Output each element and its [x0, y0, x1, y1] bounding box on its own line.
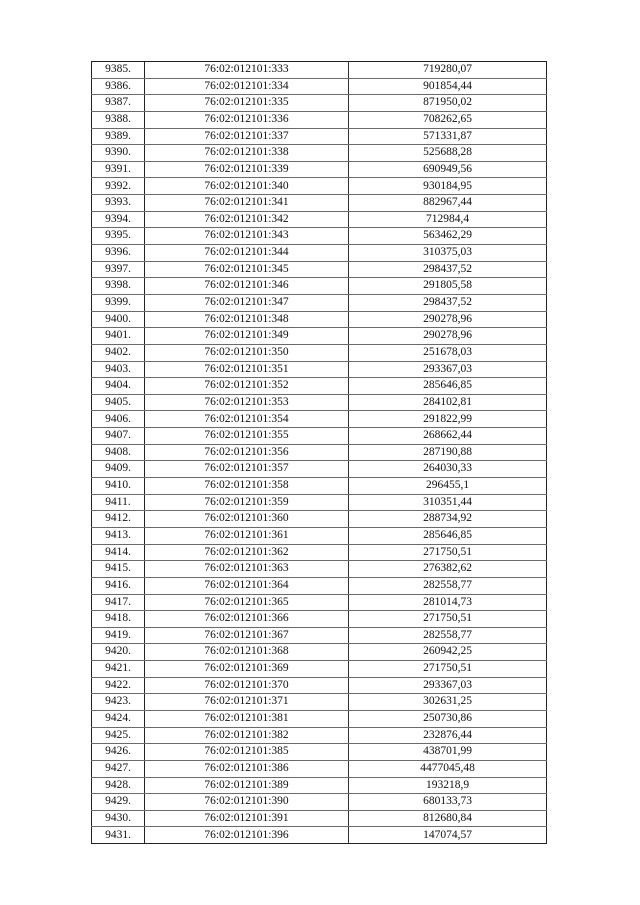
- cadastral-value-cell: 812680,84: [349, 810, 547, 827]
- table-row: [92, 627, 547, 644]
- row-number-cell: 9420.: [92, 644, 145, 661]
- cadastral-value-cell: 193218,9: [349, 777, 547, 794]
- row-number-cell: 9391.: [92, 161, 145, 178]
- cadastral-value-cell: 708262,65: [349, 111, 547, 128]
- cadastral-value-cell: 293367,03: [349, 361, 547, 378]
- cadastral-number-cell: 76:02:012101:368: [145, 644, 349, 661]
- row-number-cell: 9405.: [92, 394, 145, 411]
- table-row: [92, 328, 547, 345]
- table-row: [92, 411, 547, 428]
- cadastral-number-cell: 76:02:012101:337: [145, 128, 349, 145]
- row-number-cell: 9431.: [92, 827, 145, 844]
- table-row: [92, 344, 547, 361]
- cadastral-value-cell: 232876,44: [349, 727, 547, 744]
- cadastral-number-cell: 76:02:012101:396: [145, 827, 349, 844]
- row-number-cell: 9421.: [92, 661, 145, 678]
- row-number-cell: 9412.: [92, 511, 145, 528]
- table-row: [92, 677, 547, 694]
- cadastral-value-cell: 287190,88: [349, 444, 547, 461]
- table-row: [92, 361, 547, 378]
- row-number-cell: 9402.: [92, 344, 145, 361]
- table-row: [92, 810, 547, 827]
- row-number-cell: 9392.: [92, 178, 145, 195]
- cadastral-number-cell: 76:02:012101:389: [145, 777, 349, 794]
- cadastral-number-cell: 76:02:012101:381: [145, 710, 349, 727]
- row-number-cell: 9418.: [92, 611, 145, 628]
- cadastral-number-cell: 76:02:012101:341: [145, 195, 349, 212]
- row-number-cell: 9410.: [92, 478, 145, 495]
- cadastral-value-cell: 302631,25: [349, 694, 547, 711]
- cadastral-number-cell: 76:02:012101:391: [145, 810, 349, 827]
- row-number-cell: 9430.: [92, 810, 145, 827]
- cadastral-value-cell: 690949,56: [349, 161, 547, 178]
- cadastral-number-cell: 76:02:012101:336: [145, 111, 349, 128]
- cadastral-number-cell: 76:02:012101:366: [145, 611, 349, 628]
- cadastral-number-cell: 76:02:012101:334: [145, 78, 349, 95]
- row-number-cell: 9385.: [92, 62, 145, 79]
- row-number-cell: 9428.: [92, 777, 145, 794]
- table-row: [92, 611, 547, 628]
- row-number-cell: 9387.: [92, 95, 145, 112]
- row-number-cell: 9424.: [92, 710, 145, 727]
- table-row: [92, 561, 547, 578]
- table-row: [92, 394, 547, 411]
- table-row: [92, 428, 547, 445]
- row-number-cell: 9396.: [92, 245, 145, 262]
- table-row: [92, 195, 547, 212]
- row-number-cell: 9401.: [92, 328, 145, 345]
- table-row: [92, 727, 547, 744]
- table-row: [92, 95, 547, 112]
- cadastral-number-cell: 76:02:012101:335: [145, 95, 349, 112]
- cadastral-value-cell: 438701,99: [349, 744, 547, 761]
- row-number-cell: 9398.: [92, 278, 145, 295]
- row-number-cell: 9388.: [92, 111, 145, 128]
- table-row: [92, 710, 547, 727]
- cadastral-value-cell: 271750,51: [349, 661, 547, 678]
- cadastral-value-cell: 250730,86: [349, 710, 547, 727]
- row-number-cell: 9411.: [92, 494, 145, 511]
- table-row: [92, 760, 547, 777]
- table-row: [92, 211, 547, 228]
- table-row: [92, 245, 547, 262]
- cadastral-number-cell: 76:02:012101:371: [145, 694, 349, 711]
- cadastral-value-cell: 282558,77: [349, 627, 547, 644]
- cadastral-number-cell: 76:02:012101:354: [145, 411, 349, 428]
- table-row: [92, 128, 547, 145]
- cadastral-value-cell: 147074,57: [349, 827, 547, 844]
- cadastral-value-cell: 296455,1: [349, 478, 547, 495]
- cadastral-number-cell: 76:02:012101:350: [145, 344, 349, 361]
- cadastral-number-cell: 76:02:012101:359: [145, 494, 349, 511]
- table-row: [92, 278, 547, 295]
- row-number-cell: 9399.: [92, 294, 145, 311]
- cadastral-number-cell: 76:02:012101:339: [145, 161, 349, 178]
- cadastral-value-cell: 712984,4: [349, 211, 547, 228]
- cadastral-value-cell: 282558,77: [349, 577, 547, 594]
- table-row: [92, 62, 547, 79]
- cadastral-number-cell: 76:02:012101:390: [145, 794, 349, 811]
- cadastral-value-cell: 882967,44: [349, 195, 547, 212]
- table-row: [92, 527, 547, 544]
- cadastral-number-cell: 76:02:012101:352: [145, 378, 349, 395]
- row-number-cell: 9403.: [92, 361, 145, 378]
- table-row: [92, 827, 547, 844]
- cadastral-value-cell: 680133,73: [349, 794, 547, 811]
- row-number-cell: 9394.: [92, 211, 145, 228]
- cadastral-value-cell: 563462,29: [349, 228, 547, 245]
- table-row: [92, 661, 547, 678]
- cadastral-number-cell: 76:02:012101:370: [145, 677, 349, 694]
- row-number-cell: 9390.: [92, 145, 145, 162]
- table-row: [92, 111, 547, 128]
- cadastral-number-cell: 76:02:012101:349: [145, 328, 349, 345]
- cadastral-number-cell: 76:02:012101:363: [145, 561, 349, 578]
- cadastral-number-cell: 76:02:012101:338: [145, 145, 349, 162]
- cadastral-number-cell: 76:02:012101:344: [145, 245, 349, 262]
- cadastral-value-cell: 281014,73: [349, 594, 547, 611]
- cadastral-value-cell: 285646,85: [349, 378, 547, 395]
- table-row: [92, 694, 547, 711]
- cadastral-number-cell: 76:02:012101:386: [145, 760, 349, 777]
- row-number-cell: 9386.: [92, 78, 145, 95]
- row-number-cell: 9400.: [92, 311, 145, 328]
- table-row: [92, 461, 547, 478]
- cadastral-number-cell: 76:02:012101:333: [145, 62, 349, 79]
- cadastral-number-cell: 76:02:012101:353: [145, 394, 349, 411]
- cadastral-number-cell: 76:02:012101:345: [145, 261, 349, 278]
- cadastral-value-cell: 260942,25: [349, 644, 547, 661]
- table-row: [92, 161, 547, 178]
- cadastral-value-cell: 571331,87: [349, 128, 547, 145]
- row-number-cell: 9413.: [92, 527, 145, 544]
- cadastral-number-cell: 76:02:012101:365: [145, 594, 349, 611]
- cadastral-value-cell: 298437,52: [349, 294, 547, 311]
- row-number-cell: 9397.: [92, 261, 145, 278]
- table-row: [92, 544, 547, 561]
- row-number-cell: 9393.: [92, 195, 145, 212]
- table-row: [92, 228, 547, 245]
- row-number-cell: 9417.: [92, 594, 145, 611]
- cadastral-number-cell: 76:02:012101:355: [145, 428, 349, 445]
- cadastral-number-cell: 76:02:012101:367: [145, 627, 349, 644]
- table-row: [92, 744, 547, 761]
- row-number-cell: 9426.: [92, 744, 145, 761]
- table-row: [92, 178, 547, 195]
- row-number-cell: 9415.: [92, 561, 145, 578]
- table-body: [92, 62, 547, 844]
- table-row: [92, 594, 547, 611]
- row-number-cell: 9404.: [92, 378, 145, 395]
- cadastral-value-cell: 4477045,48: [349, 760, 547, 777]
- table-row: [92, 494, 547, 511]
- table-row: [92, 644, 547, 661]
- row-number-cell: 9416.: [92, 577, 145, 594]
- cadastral-number-cell: 76:02:012101:346: [145, 278, 349, 295]
- cadastral-value-cell: 310351,44: [349, 494, 547, 511]
- cadastral-value-cell: 293367,03: [349, 677, 547, 694]
- table-row: [92, 78, 547, 95]
- row-number-cell: 9423.: [92, 694, 145, 711]
- row-number-cell: 9427.: [92, 760, 145, 777]
- cadastral-value-cell: 930184,95: [349, 178, 547, 195]
- cadastral-number-cell: 76:02:012101:361: [145, 527, 349, 544]
- cadastral-number-cell: 76:02:012101:357: [145, 461, 349, 478]
- table-row: [92, 794, 547, 811]
- cadastral-value-cell: 285646,85: [349, 527, 547, 544]
- row-number-cell: 9406.: [92, 411, 145, 428]
- cadastral-number-cell: 76:02:012101:362: [145, 544, 349, 561]
- cadastral-value-cell: 290278,96: [349, 328, 547, 345]
- table-row: [92, 478, 547, 495]
- cadastral-value-cell: 310375,03: [349, 245, 547, 262]
- cadastral-value-cell: 284102,81: [349, 394, 547, 411]
- row-number-cell: 9407.: [92, 428, 145, 445]
- table-row: [92, 311, 547, 328]
- table-row: [92, 511, 547, 528]
- row-number-cell: 9414.: [92, 544, 145, 561]
- table-row: [92, 261, 547, 278]
- row-number-cell: 9409.: [92, 461, 145, 478]
- cadastral-value-cell: 719280,07: [349, 62, 547, 79]
- cadastral-value-cell: 271750,51: [349, 544, 547, 561]
- cadastral-number-cell: 76:02:012101:347: [145, 294, 349, 311]
- cadastral-value-cell: 525688,28: [349, 145, 547, 162]
- row-number-cell: 9425.: [92, 727, 145, 744]
- cadastral-value-cell: 268662,44: [349, 428, 547, 445]
- cadastral-number-cell: 76:02:012101:340: [145, 178, 349, 195]
- cadastral-value-cell: 271750,51: [349, 611, 547, 628]
- cadastral-value-cell: 264030,33: [349, 461, 547, 478]
- cadastral-value-cell: 291822,99: [349, 411, 547, 428]
- table-row: [92, 777, 547, 794]
- cadastral-number-cell: 76:02:012101:356: [145, 444, 349, 461]
- cadastral-number-cell: 76:02:012101:360: [145, 511, 349, 528]
- cadastral-value-cell: 288734,92: [349, 511, 547, 528]
- row-number-cell: 9419.: [92, 627, 145, 644]
- table-row: [92, 577, 547, 594]
- cadastral-number-cell: 76:02:012101:385: [145, 744, 349, 761]
- cadastral-number-cell: 76:02:012101:342: [145, 211, 349, 228]
- cadastral-value-cell: 251678,03: [349, 344, 547, 361]
- cadastral-number-cell: 76:02:012101:382: [145, 727, 349, 744]
- cadastral-value-table: [91, 61, 547, 844]
- row-number-cell: 9429.: [92, 794, 145, 811]
- cadastral-value-cell: 871950,02: [349, 95, 547, 112]
- table-row: [92, 294, 547, 311]
- table-row: [92, 444, 547, 461]
- cadastral-value-cell: 291805,58: [349, 278, 547, 295]
- cadastral-value-cell: 298437,52: [349, 261, 547, 278]
- cadastral-number-cell: 76:02:012101:351: [145, 361, 349, 378]
- cadastral-number-cell: 76:02:012101:369: [145, 661, 349, 678]
- table-row: [92, 145, 547, 162]
- row-number-cell: 9389.: [92, 128, 145, 145]
- cadastral-number-cell: 76:02:012101:343: [145, 228, 349, 245]
- row-number-cell: 9422.: [92, 677, 145, 694]
- cadastral-value-cell: 290278,96: [349, 311, 547, 328]
- row-number-cell: 9408.: [92, 444, 145, 461]
- cadastral-number-cell: 76:02:012101:364: [145, 577, 349, 594]
- cadastral-value-cell: 276382,62: [349, 561, 547, 578]
- table-row: [92, 378, 547, 395]
- cadastral-value-cell: 901854,44: [349, 78, 547, 95]
- cadastral-number-cell: 76:02:012101:348: [145, 311, 349, 328]
- cadastral-number-cell: 76:02:012101:358: [145, 478, 349, 495]
- row-number-cell: 9395.: [92, 228, 145, 245]
